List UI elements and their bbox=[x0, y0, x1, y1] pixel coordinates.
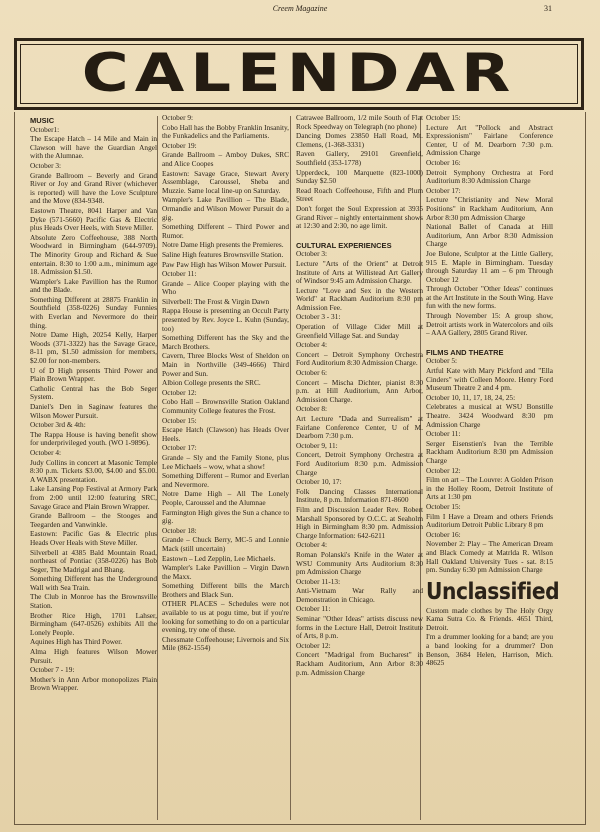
listing-paragraph: October 4: bbox=[296, 540, 328, 550]
listing-paragraph: October 3 - 31: bbox=[296, 312, 341, 322]
column-music-continued bbox=[162, 114, 289, 654]
listing-paragraph: Alma High features Wilson Mower Pursuit. bbox=[30, 647, 157, 665]
listing-paragraph: October 11: bbox=[296, 604, 331, 614]
listing-paragraph: Lecture "Love and Sex in the Western World" at Rackham Auditorium 8:30 pm Admission Fee. bbox=[296, 285, 423, 312]
listing-paragraph: Concert – Detroit Symphony Orchestra Ford Auditorium 8:30 Admission Charge. bbox=[296, 349, 423, 368]
listing-paragraph: October 5: bbox=[426, 356, 458, 366]
listing-paragraph: Through October "Other Ideas" continues at the Art Institute in the South Wing. Have fun with the new forms. bbox=[426, 284, 553, 311]
listing-paragraph: October1: bbox=[30, 124, 60, 134]
listing-paragraph: Something Different has the Sky and the March Brothers. bbox=[162, 333, 289, 351]
listing-paragraph: Through November 15: A group show, Detroit artists work in Watercolors and oils – AAA Gallery, 2805 Grand River. bbox=[426, 311, 553, 338]
listing-paragraph: October 16: bbox=[426, 529, 461, 539]
listing-paragraph: Albion College presents the SRC. bbox=[162, 378, 261, 388]
listing-paragraph: October 11: bbox=[426, 429, 461, 439]
listing-paragraph: October 17: bbox=[162, 443, 197, 453]
listing-paragraph: Notre Dame High, 20254 Kelly, Harper Woods (371-3322) has the Savage Grace, 8-11 pm, $1.50 admission for members, $2.00 for non-members. bbox=[30, 330, 157, 366]
listing-paragraph: National Ballet of Canada at Hill Auditorium, Ann Arbor 8:30 Admission Charge bbox=[426, 222, 553, 249]
listing-paragraph: Rappa House is presenting an Occult Party presented by Rev. Joyce L. Kuhn (Sunday, too) bbox=[162, 306, 289, 333]
listing-paragraph: Something Different – Rumor and Everlan and Nevermore. bbox=[162, 471, 289, 489]
listing-paragraph: Lake Lansing Pop Festival at Armory Park from 2:00 until 12:00 featuring SRC, Savage Grace and Plain Brown Wrapper. bbox=[30, 484, 157, 511]
listing-paragraph: Wampler's Lake Pavillion – The Blade, Ormandie and Wilson Mower Pursuit do a gig. bbox=[162, 195, 289, 222]
listing-paragraph: Roman Polanski's Knife in the Water at WSU Community Arts Auditorium 8:30 pm Admission Charge bbox=[296, 549, 423, 577]
page-number: 31 bbox=[544, 4, 552, 13]
section-heading-music: MUSIC bbox=[30, 116, 55, 125]
listing-paragraph: Seminar "Other Ideas" artists discuss new forms in the Lecture Hall, Detroit Institute of Arts, 8 p.m. bbox=[296, 614, 423, 641]
listing-paragraph: Artful Kate with Mary Pickford and "Ella Cinders" with Colleen Moore. Henry Ford Museum Theatre 2 and 4 pm. bbox=[426, 366, 553, 393]
listing-paragraph: Art Lecture "Dada and Surrealism" at Fairlane Conference Center, U of M. Dearborn 7:30 p.m. bbox=[296, 414, 423, 441]
column-films bbox=[426, 113, 560, 669]
listing-paragraph: Read Roach Coffeehouse, Fifth and Plum Street bbox=[296, 185, 423, 204]
listing-paragraph: Serger Eisenstien's Ivan the Terrible Rackham Auditorium 8:30 pm Admission Charge bbox=[426, 438, 553, 465]
listing-paragraph: The Rappa House is having benefit show for underprivileged youth. (WO 1-9896). bbox=[30, 429, 157, 448]
listing-paragraph: Anti-Vietnam War Rally and Demonstration in Chicago. bbox=[296, 586, 423, 604]
listing-paragraph: Eastown Theatre, 8041 Harper and Van Dyke (571-5660) Pacific Gas & Electric plus Heads Over Heels, with Steve Miller. bbox=[30, 205, 157, 233]
listing-paragraph: OTHER PLACES – Schedules were not available to us at pogu time, but if you're looking for something to do on a particular evening, try one of these. bbox=[162, 599, 289, 635]
column-cultural bbox=[296, 114, 423, 678]
listing-paragraph: October 3: bbox=[30, 160, 62, 170]
listing-paragraph: Custom made clothes by The Holy Orgy Kama Sutra Co. & Friends. 4651 Third, Detroit. bbox=[426, 605, 553, 632]
listing-paragraph: October 15: bbox=[162, 415, 197, 425]
listing-paragraph: Wampler's Lake Pavillion – Virgin Dawn the Maxx. bbox=[162, 563, 289, 581]
unclassified-heading: Unclassified bbox=[426, 578, 560, 605]
listing-paragraph: Folk Dancing Classes International Institute, 8 p.m. Information 871-8600 bbox=[296, 486, 423, 505]
listing-paragraph: Cobo Hall – Brownsville Station Oakland Community College features the Frost. bbox=[162, 397, 289, 415]
listing-paragraph: October 4: bbox=[296, 340, 328, 350]
listing-paragraph: Lecture "Arts of the Orient" at Detroit Institute of Arts at Willistead Art Gallery of Windsor 9:45 am Admission Charge. bbox=[296, 258, 423, 286]
column-music bbox=[30, 114, 157, 694]
listing-paragraph: Cobo Hall has the Bobby Franklin Insanity, the Funkadelics and the Parliaments. bbox=[162, 122, 290, 141]
listing-paragraph: Silverbell at 4385 Bald Mountain Road, northeast of Pontiac (358-0226) has Bob Seger, The Madrigal and Bhang. bbox=[30, 547, 157, 574]
listing-paragraph: Paw Paw High has Wilson Mower Pursuit. bbox=[162, 259, 287, 269]
listing-paragraph: Concert – Mischa Dichter, pianist 8:30 p.m. at Hill Auditorium, Ann Arbor, Admission Charge. bbox=[296, 377, 423, 404]
listing-paragraph: Aquines High has Third Power. bbox=[30, 637, 123, 647]
listing-paragraph: Upperdeck, 100 Marquette (823-1000) Sunday $2.50 bbox=[296, 167, 423, 186]
listing-paragraph: October 18: bbox=[162, 525, 197, 535]
listing-paragraph: Chessmate Coffeehouse; Livernois and Six Mile (862-1554) bbox=[162, 634, 289, 653]
listing-paragraph: Grande – Sly and the Family Stone, plus Lee Michaels – wow, what a show! bbox=[162, 452, 289, 471]
listing-paragraph: November 2: Play – The American Dream and Black Comedy at Matrlda R. Wilson Hall Oakland University Tues - sat. 8:15 pm. Sunday 6:30 pm Admission Charge bbox=[426, 539, 553, 575]
section-heading-cultural: CULTURAL EXPERIENCES bbox=[296, 240, 392, 250]
listing-paragraph: Eastown: Savage Grace, Stewart Avery Assemblage, Caroussel, Sheba and Muzzie. Same local line-up on Saturday. bbox=[162, 168, 289, 195]
listing-paragraph: U of D High presents Third Power and Plain Brown Wrapper. bbox=[30, 365, 157, 384]
listing-paragraph: Brother Rice High, 1701 Lahser, Birmingham (647-0526) exhibits All the Lonely People. bbox=[30, 610, 157, 637]
listing-paragraph: Concert "Madrigal from Bucharest" in Rackham Auditorium, Ann Arbor 8:30 p.m. Admission Charge bbox=[296, 650, 423, 677]
listing-paragraph: Grande Ballroom – Amboy Dukes, SRC and Alice Coopes bbox=[162, 150, 289, 168]
column-divider bbox=[290, 116, 291, 820]
listing-paragraph: I'm a drummer looking for a band; are you a band looking for a drummer? Don Benson, 3684 Helen, Harrison, Mich. 48625 bbox=[426, 632, 553, 668]
listing-paragraph: Judy Collins in concert at Masonic Temple 8:30 p.m. Tickets $3.00, $4.00 and $5.00. A WABX presentation. bbox=[30, 457, 157, 484]
listing-paragraph: Film on art – The Louvre: A Golden Prison in the Holley Room, Detroit Institute of Arts at 1:30 pm bbox=[426, 475, 553, 502]
listing-paragraph: Concert, Detroit Symphony Orchestra at Ford Auditorium 8:30 p.m. Admission Charge bbox=[296, 450, 423, 477]
listing-paragraph: Something Different at 28875 Franklin in Southfield (358-0226) Sunday Funnies with Everlan and Nevermore do their thing. bbox=[30, 294, 157, 330]
listing-paragraph: Notre Dame High presents the Premieres. bbox=[162, 240, 284, 250]
listing-paragraph: October 4: bbox=[30, 447, 62, 457]
listing-paragraph: October 12: bbox=[296, 640, 331, 650]
listing-paragraph: Mother's in Ann Arbor monopolizes Plain Brown Wrapper. bbox=[30, 674, 157, 693]
calendar-title-box bbox=[14, 38, 584, 110]
listing-paragraph: Notre Dame High – All The Lonely People, Caroussel and the Alumnae bbox=[162, 489, 289, 507]
listing-paragraph: Film I Have a Dream and others Friends Auditorium Detroit Public Library 8 pm bbox=[426, 511, 553, 530]
listing-paragraph: Don't forget the Soul Expression at 3935 Grand River – nightly entertainment shows at 12:30 and 2:30, no age limit. bbox=[296, 203, 423, 231]
listing-paragraph: Wampler's Lake Pavillion has the Rumor and the Blade. bbox=[30, 276, 157, 295]
listing-paragraph: Absolute Zero Coffeehouse, 388 North Woodward in Birmingham (644-9709). The Minority Group and Richard & Sue entertain. 8:30 to 1:00 a.m., minimum age 18. Admission $1.50. bbox=[30, 232, 157, 277]
listing-paragraph: Something Different has the Underground Wall with Sea Train. bbox=[30, 574, 157, 592]
listing-paragraph: Eastown – Led Zepplin, Lee Michaels. bbox=[162, 553, 276, 563]
listing-paragraph: Film and Discussion Leader Rev. Robert Marshall Sponsored by O.C.C. at Seaholm High in Birmingham 8:30 pm. Admission Charge Information: 642-6211 bbox=[296, 504, 423, 540]
listing-paragraph: Grande Ballroom – the Stooges and Teegarden and Vanwinkle. bbox=[30, 511, 157, 529]
listing-paragraph: October 10, 11, 17, 18, 24, 25: bbox=[426, 392, 516, 402]
listing-paragraph: October 11: bbox=[162, 269, 197, 279]
listing-paragraph: Silverbell: The Frost & Virgin Dawn bbox=[162, 296, 270, 306]
listing-paragraph: October 12: bbox=[426, 465, 461, 475]
listing-paragraph: Grande – Alice Cooper playing with the Who bbox=[162, 278, 289, 297]
section-heading-films: FILMS AND THEATRE bbox=[426, 347, 504, 357]
listing-paragraph: Saline High features Brownsville Station. bbox=[162, 249, 284, 259]
listing-paragraph: October 9, 11: bbox=[296, 440, 338, 450]
listing-paragraph: October 10, 17: bbox=[296, 477, 342, 487]
listing-paragraph: Joe Bulone, Sculptor at the Little Gallery, 915 E. Maple in Birmingham. Tuesday through Saturday 11 am – 6 pm Through October 12 bbox=[426, 248, 553, 284]
listing-paragraph: Something Different – Third Power and Rumor. bbox=[162, 222, 289, 240]
listing-paragraph: Operation of Village Cider Mill at Greenfield Village Sat. and Sunday bbox=[296, 322, 423, 340]
page-title: CALENDAR bbox=[81, 43, 517, 105]
listing-paragraph: Eastown: Pacific Gas & Electric plus Heads Over Heals with Steve Miller. bbox=[30, 529, 157, 547]
masthead bbox=[0, 4, 600, 18]
listing-paragraph: October 6: bbox=[296, 368, 328, 378]
listing-paragraph: October 11-13: bbox=[296, 576, 341, 586]
listing-paragraph: The Club in Monroe has the Brownsville Station. bbox=[30, 592, 157, 611]
listing-paragraph: October 12: bbox=[162, 387, 197, 397]
column-divider bbox=[157, 116, 158, 820]
listing-paragraph: October 3rd & 4th: bbox=[30, 420, 86, 430]
listing-paragraph: The Escape Hatch – 14 Mile and Main in Clawson will have the Guardian Angel with the Alumnae. bbox=[30, 134, 157, 161]
listing-paragraph: Lecture Art "Pollock and Abstract Expressionism" Fairlane Conference Center, U of M. Dearborn 7:30 p.m. Admission Charge bbox=[426, 122, 553, 158]
listing-paragraph: Detroit Symphony Orchestra at Ford Auditorium 8:30 Admission Charge bbox=[426, 167, 553, 186]
magazine-name: Creem Magazine bbox=[272, 4, 328, 13]
listing-paragraph: October 7 - 19: bbox=[30, 665, 75, 675]
listing-paragraph: October 15: bbox=[426, 501, 461, 511]
listing-paragraph: Celebrates a musical at WSU Bonstille Theatre. 3424 Woodward 8:30 pm Admission Charge bbox=[426, 402, 553, 429]
listing-paragraph: Something Different bills the March Brothers and Black Sun. bbox=[162, 581, 289, 599]
listing-paragraph: Lecture "Christianity and New Moral Positions" in Rackham Auditorium, Ann Arbor 8:30 pm Admission Charge bbox=[426, 195, 553, 222]
listing-paragraph: October 15: bbox=[426, 113, 461, 122]
listing-paragraph: Dancing Domes 23850 Hall Road, Mt. Clemens, (1-368-3331) bbox=[296, 131, 423, 149]
listing-paragraph: Daniel's Den in Saginaw features the Wilson Mower Pursuit. bbox=[30, 402, 157, 420]
listing-paragraph: October 16: bbox=[426, 157, 461, 167]
listing-paragraph: October 17: bbox=[426, 185, 461, 195]
listing-paragraph: October 8: bbox=[296, 404, 328, 414]
listing-paragraph: Cavern, Three Blocks West of Sheldon on Main in Northville (349-4666) Third Power and Sun. bbox=[162, 351, 289, 378]
listing-paragraph: Catholic Central has the Bob Seger System. bbox=[30, 383, 157, 402]
listing-paragraph: Catrawee Ballroom, 1/2 mile South of Flat Rock Speedway on Telegraph (no phone) bbox=[296, 113, 423, 131]
listing-paragraph: October 9: bbox=[162, 113, 194, 122]
listing-paragraph: Escape Hatch (Clawson) has Heads Over Heels. bbox=[162, 425, 289, 443]
listing-paragraph: Farmington High gives the Sun a chance to gig. bbox=[162, 507, 289, 526]
listing-paragraph: Grande Ballroom – Beverly and Grand River or Joy and Grand River (whichever is reported) will have the Love Sculpture and the Move (834-9348. bbox=[30, 170, 157, 206]
listing-paragraph: October 19: bbox=[162, 140, 197, 150]
listing-paragraph: October 3: bbox=[296, 249, 328, 259]
listing-paragraph: Raven Gallery, 29101 Greenfield, Southfield (353-1778) bbox=[296, 149, 423, 167]
listing-paragraph: Grande – Chuck Berry, MC-5 and Lonnie Mack (still uncertain) bbox=[162, 535, 289, 553]
